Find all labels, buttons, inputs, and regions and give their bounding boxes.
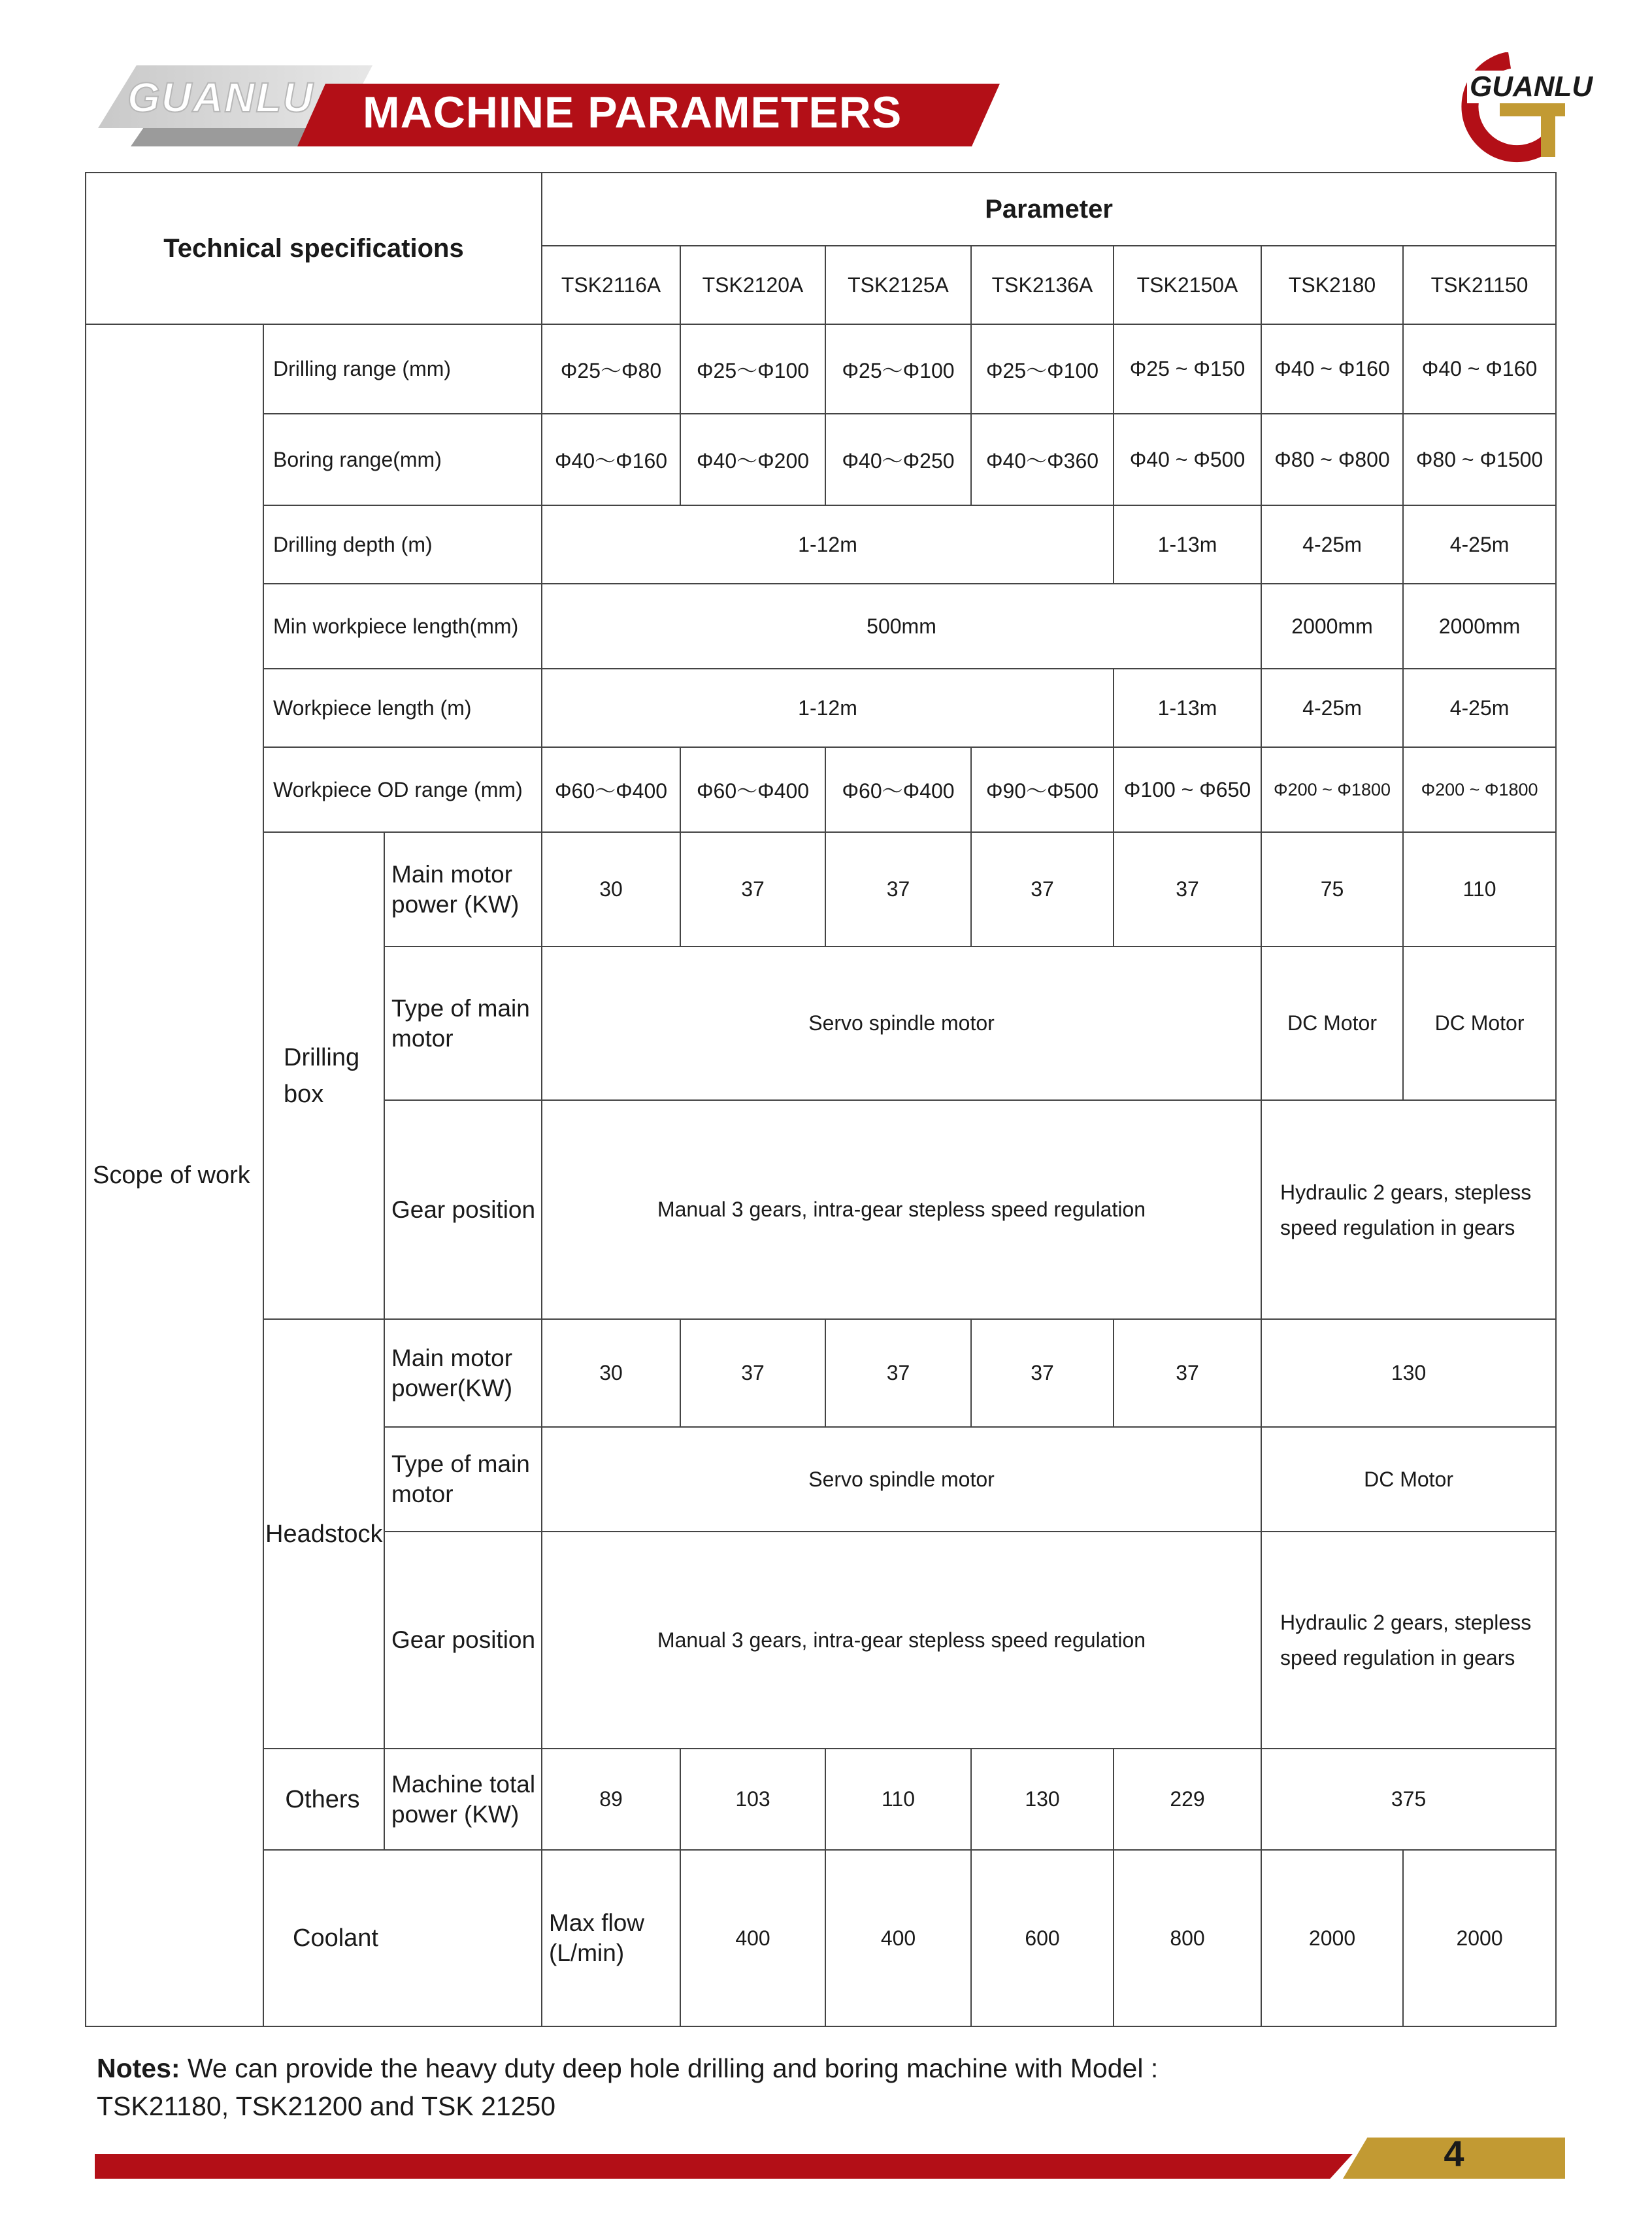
others-label: Others bbox=[263, 1749, 384, 1850]
label-line: motor bbox=[391, 1481, 454, 1507]
table-cell: Φ90～Φ500 bbox=[971, 747, 1114, 832]
table-cell: 37 bbox=[825, 1319, 971, 1427]
type-of-main-motor-label bbox=[384, 947, 542, 1100]
table-cell: Manual 3 gears, intra-gear stepless speed regulation bbox=[542, 1100, 1261, 1319]
table-cell: DC Motor bbox=[1261, 1427, 1556, 1532]
label-line: power (KW) bbox=[391, 890, 520, 918]
machine-total-power-label bbox=[384, 1749, 542, 1850]
table-cell: Φ60～Φ400 bbox=[680, 747, 825, 832]
table-cell: DC Motor bbox=[1261, 947, 1403, 1100]
table-cell: 2000 bbox=[1261, 1850, 1403, 2026]
ghost-logo-text: GUANLU bbox=[127, 74, 314, 121]
table-cell: Servo spindle motor bbox=[542, 1427, 1261, 1532]
label-line: Max flow bbox=[549, 1909, 644, 1936]
table-cell: Φ200 ~ Φ1800 bbox=[1403, 747, 1556, 832]
page-title: MACHINE PARAMETERS bbox=[363, 88, 902, 137]
table-cell: Φ40 ~ Φ160 bbox=[1403, 324, 1556, 414]
table-cell: 400 bbox=[680, 1850, 825, 2026]
table-cell: Manual 3 gears, intra-gear stepless speed regulation bbox=[542, 1532, 1261, 1749]
main-motor-power-label bbox=[384, 1319, 542, 1427]
table-cell: 229 bbox=[1114, 1749, 1261, 1850]
type-of-main-motor-label bbox=[384, 1427, 542, 1532]
table-cell: 130 bbox=[1261, 1319, 1556, 1427]
table-cell: Φ25 ~ Φ150 bbox=[1114, 324, 1261, 414]
table-cell: 500mm bbox=[542, 584, 1261, 669]
table-cell: 37 bbox=[680, 832, 825, 947]
table-cell: Φ60～Φ400 bbox=[542, 747, 680, 832]
table-cell: Φ40～Φ360 bbox=[971, 414, 1114, 505]
table-cell: 37 bbox=[1114, 832, 1261, 947]
workpiece-od-label: Workpiece OD range (mm) bbox=[263, 747, 542, 832]
label-line: (L/min) bbox=[549, 1939, 625, 1966]
table-cell: 1-13m bbox=[1114, 669, 1261, 747]
table-cell: 37 bbox=[1114, 1319, 1261, 1427]
table-cell: 600 bbox=[971, 1850, 1114, 2026]
parameter-header: Parameter bbox=[542, 173, 1556, 246]
gear-position-label: Gear position bbox=[384, 1532, 542, 1749]
model-header: TSK2116A bbox=[542, 246, 680, 324]
table-cell bbox=[1261, 1532, 1556, 1749]
hydraulic-line: speed regulation in gears bbox=[1280, 1646, 1515, 1669]
table-cell: Φ80 ~ Φ1500 bbox=[1403, 414, 1556, 505]
table-cell: 37 bbox=[825, 832, 971, 947]
notes-label: Notes: bbox=[97, 2053, 180, 2083]
table-cell: 4-25m bbox=[1403, 505, 1556, 584]
label-line: power(KW) bbox=[391, 1374, 513, 1401]
table-cell: Φ100 ~ Φ650 bbox=[1114, 747, 1261, 832]
table-cell: 30 bbox=[542, 832, 680, 947]
label-line: Machine total bbox=[391, 1770, 536, 1798]
notes-line2: TSK21180, TSK21200 and TSK 21250 bbox=[97, 2091, 556, 2121]
label-line: Main motor bbox=[391, 860, 513, 888]
boring-range-label: Boring range(mm) bbox=[263, 414, 542, 505]
model-header: TSK2125A bbox=[825, 246, 971, 324]
workpiece-length-label: Workpiece length (m) bbox=[263, 669, 542, 747]
brand-name: GUANLU bbox=[1467, 71, 1595, 103]
table-cell: 103 bbox=[680, 1749, 825, 1850]
notes-line1: We can provide the heavy duty deep hole drilling and boring machine with Model : bbox=[180, 2053, 1159, 2083]
label-line: Type of main bbox=[391, 1451, 530, 1477]
table-cell: Φ25～Φ80 bbox=[542, 324, 680, 414]
drilling-box-label bbox=[263, 832, 384, 1319]
table-cell: 110 bbox=[825, 1749, 971, 1850]
table-cell: 1-13m bbox=[1114, 505, 1261, 584]
hydraulic-line: Hydraulic 2 gears, stepless bbox=[1280, 1180, 1532, 1204]
table-cell: 400 bbox=[825, 1850, 971, 2026]
hydraulic-line: Hydraulic 2 gears, stepless bbox=[1280, 1611, 1532, 1634]
table-cell: DC Motor bbox=[1403, 947, 1556, 1100]
label-line: Type of main bbox=[391, 994, 530, 1022]
table-cell: Φ25～Φ100 bbox=[825, 324, 971, 414]
table-cell: 89 bbox=[542, 1749, 680, 1850]
table-cell: Servo spindle motor bbox=[542, 947, 1261, 1100]
min-workpiece-length-label: Min workpiece length(mm) bbox=[263, 584, 542, 669]
table-cell bbox=[1261, 1100, 1556, 1319]
hydraulic-line: speed regulation in gears bbox=[1280, 1215, 1515, 1239]
table-cell: 2000mm bbox=[1403, 584, 1556, 669]
spec-table bbox=[85, 172, 1555, 2019]
coolant-label: Coolant bbox=[263, 1850, 542, 2026]
tech-spec-header: Technical specifications bbox=[86, 173, 542, 324]
model-header: TSK21150 bbox=[1403, 246, 1556, 324]
table-cell: 75 bbox=[1261, 832, 1403, 947]
table-cell: Φ40 ~ Φ160 bbox=[1261, 324, 1403, 414]
table-cell: Φ40～Φ250 bbox=[825, 414, 971, 505]
table-cell: 800 bbox=[1114, 1850, 1261, 2026]
table-cell: 1-12m bbox=[542, 505, 1114, 584]
table-cell: 130 bbox=[971, 1749, 1114, 1850]
table-cell: Φ25～Φ100 bbox=[971, 324, 1114, 414]
table-cell: 4-25m bbox=[1403, 669, 1556, 747]
label-line: motor bbox=[391, 1024, 454, 1052]
table-cell: Φ200 ~ Φ1800 bbox=[1261, 747, 1403, 832]
drilling-box-label-line1: Drilling bbox=[284, 1043, 360, 1071]
scope-of-work-label: Scope of work bbox=[86, 324, 263, 2026]
table-cell: Φ40～Φ200 bbox=[680, 414, 825, 505]
drilling-depth-label: Drilling depth (m) bbox=[263, 505, 542, 584]
headstock-label: Headstock bbox=[263, 1319, 384, 1749]
model-header: TSK2136A bbox=[971, 246, 1114, 324]
model-header: TSK2150A bbox=[1114, 246, 1261, 324]
table-cell: Φ40 ~ Φ500 bbox=[1114, 414, 1261, 505]
table-cell: 37 bbox=[680, 1319, 825, 1427]
label-line: power (KW) bbox=[391, 1800, 520, 1828]
table-cell: 30 bbox=[542, 1319, 680, 1427]
model-header: TSK2180 bbox=[1261, 246, 1403, 324]
table-cell: Φ80 ~ Φ800 bbox=[1261, 414, 1403, 505]
table-cell: 1-12m bbox=[542, 669, 1114, 747]
footer-red-band bbox=[95, 2154, 1353, 2179]
max-flow-label bbox=[542, 1850, 680, 2026]
table-cell: Φ25～Φ100 bbox=[680, 324, 825, 414]
table-cell: 4-25m bbox=[1261, 505, 1403, 584]
table-cell: 37 bbox=[971, 1319, 1114, 1427]
table-cell: Φ60～Φ400 bbox=[825, 747, 971, 832]
main-motor-power-label bbox=[384, 832, 542, 947]
table-cell: Φ40～Φ160 bbox=[542, 414, 680, 505]
page-number: 4 bbox=[1444, 2133, 1464, 2174]
model-header: TSK2120A bbox=[680, 246, 825, 324]
gear-position-label: Gear position bbox=[384, 1100, 542, 1319]
guanlu-logo-icon bbox=[1431, 52, 1601, 163]
table-cell: 2000 bbox=[1403, 1850, 1556, 2026]
table-cell: 2000mm bbox=[1261, 584, 1403, 669]
label-line: Main motor bbox=[391, 1344, 513, 1371]
table-cell: 110 bbox=[1403, 832, 1556, 947]
notes bbox=[97, 2049, 1534, 2125]
drilling-box-label-line2: box bbox=[284, 1080, 324, 1108]
table-cell: 37 bbox=[971, 832, 1114, 947]
table-cell: 375 bbox=[1261, 1749, 1556, 1850]
table-cell: 4-25m bbox=[1261, 669, 1403, 747]
drilling-range-label: Drilling range (mm) bbox=[263, 324, 542, 414]
